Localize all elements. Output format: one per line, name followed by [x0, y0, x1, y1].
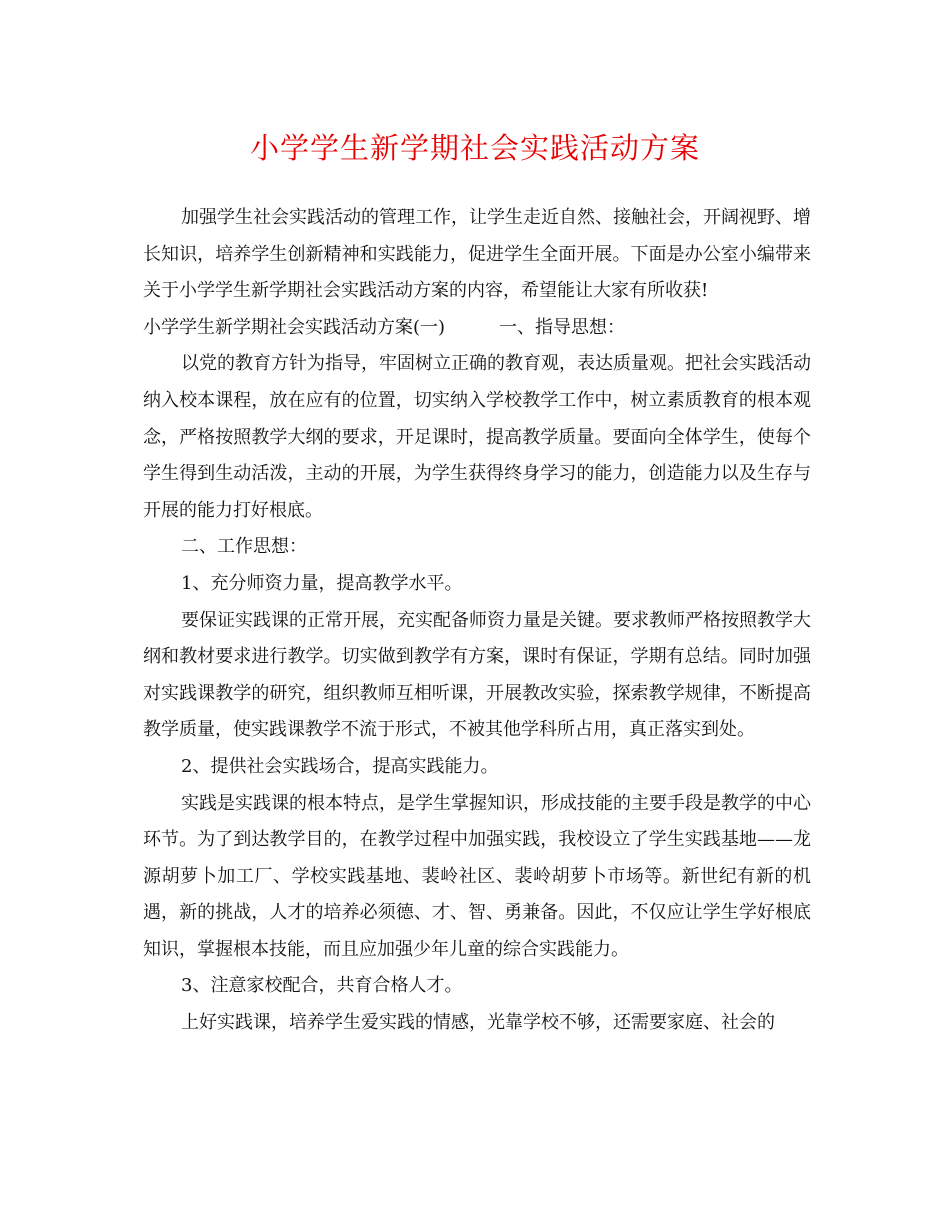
document-body	[143, 200, 811, 1042]
item-paragraph-1: 要保证实践课的正常开展，充实配备师资力量是关键。要求教师严格按照教学大纲和教材要求进行教学。切实做到教学有方案，课时有保证，学期有总结。同时加强对实践课教学的研究，组织教师互相听课，开展教改实验，探索教学规律，不断提高教学质量，使实践课教学不流于形式，不被其他学科所占用，真正落实到处。	[143, 609, 811, 741]
guiding-thought-paragraph: 以党的教育方针为指导，牢固树立正确的教育观，表达质量观。把社会实践活动纳入校本课程，放在应有的位置，切实纳入学校教学工作中，树立素质教育的根本观念，严格按照教学大纲的要求，开足课时，提高教学质量。要面向全体学生，使每个学生得到生动活泼，主动的开展，为学生获得终身学习的能力，创造能力以及生存与开展的能力打好根底。	[143, 353, 811, 521]
item-paragraph-3: 上好实践课，培养学生爱实践的情感，光靠学校不够，还需要家庭、社会的	[181, 1012, 775, 1034]
item-heading-3: 3、注意家校配合，共育合格人才。	[181, 975, 463, 997]
item-heading-1: 1、充分师资力量，提高教学水平。	[181, 572, 463, 594]
plan-heading-line: 小学学生新学期社会实践活动方案(一) 一、指导思想：	[143, 316, 626, 338]
document-title: 小学学生新学期社会实践活动方案	[249, 131, 700, 165]
intro-paragraph: 加强学生社会实践活动的管理工作，让学生走近自然、接触社会，开阔视野、增长知识，培养学生创新精神和实践能力，促进学生全面开展。下面是办公室小编带来关于小学学生新学期社会实践活动方案的内容，希望能让大家有所收获!	[143, 207, 811, 302]
item-heading-2: 2、提供社会实践场合，提高实践能力。	[181, 755, 499, 777]
section-heading-work-thoughts: 二、工作思想：	[181, 536, 307, 558]
item-paragraph-2: 实践是实践课的根本特点，是学生掌握知识，形成技能的主要手段是教学的中心环节。为了到达教学目的，在教学过程中加强实践，我校设立了学生实践基地——龙源胡萝卜加工厂、学校实践基地、裴岭社区、裴岭胡萝卜市场等。新世纪有新的机遇，新的挑战，人才的培养必须德、才、智、勇兼备。因此，不仅应让学生学好根底知识，掌握根本技能，而且应加强少年儿童的综合实践能力。	[143, 792, 811, 960]
